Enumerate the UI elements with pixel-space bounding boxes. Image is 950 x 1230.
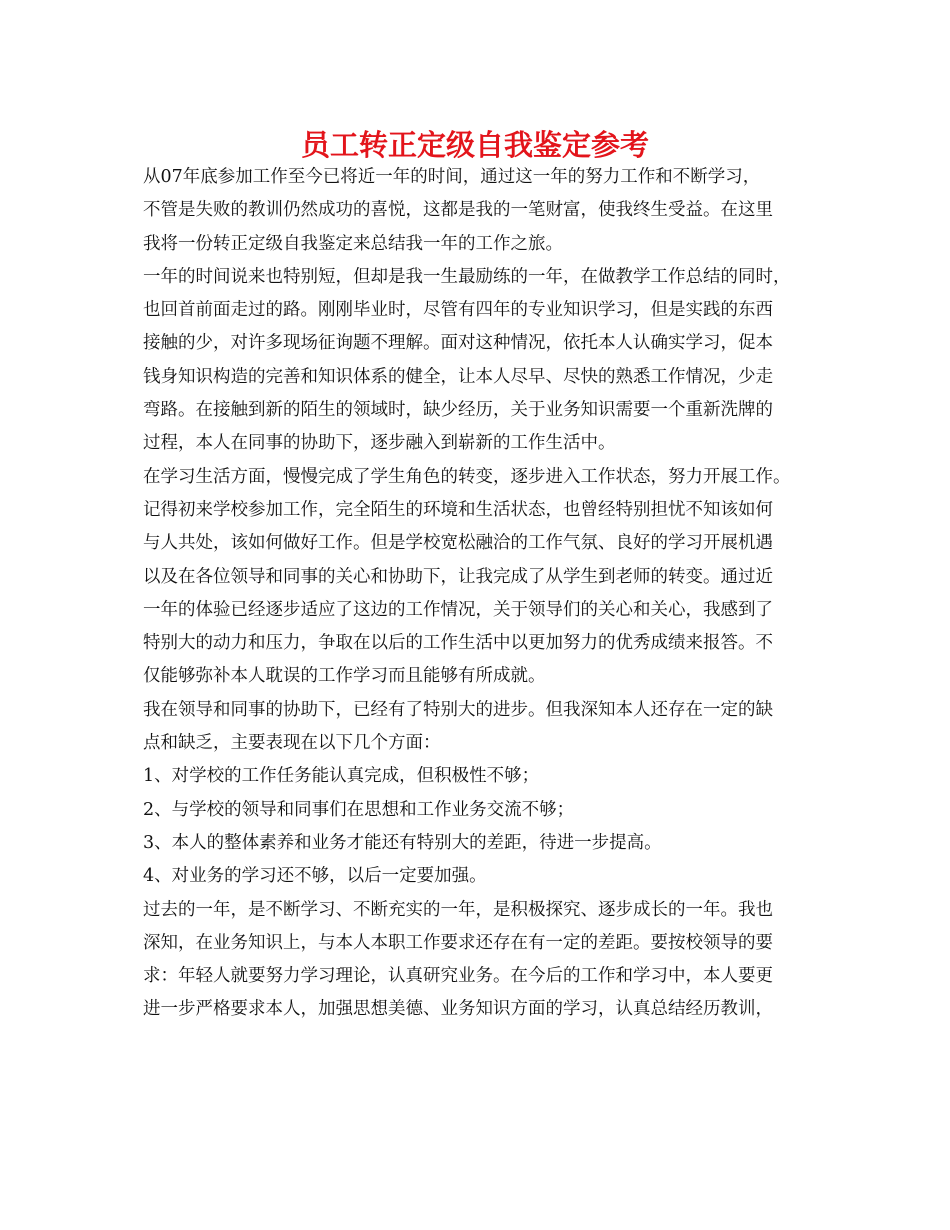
text-line: 我在领导和同事的协助下，已经有了特别大的进步。但我深知本人还存在一定的缺 xyxy=(143,699,773,720)
text-line: 以及在各位领导和同事的关心和协助下，让我完成了从学生到老师的转变。通过近 xyxy=(143,566,773,587)
document-title: 员工转正定级自我鉴定参考 xyxy=(300,128,649,162)
text-line: 我将一份转正定级自我鉴定来总结我一年的工作之旅。 xyxy=(143,233,563,254)
text-line: 一年的时间说来也特别短，但却是我一生最励练的一年，在做教学工作总结的同时， xyxy=(143,266,791,287)
text-line: 记得初来学校参加工作，完全陌生的环境和生活状态，也曾经特别担忧不知该如何 xyxy=(143,499,773,520)
text-line: 与人共处，该如何做好工作。但是学校宽松融洽的工作气氛、良好的学习开展机遇 xyxy=(143,533,773,554)
text-line: 深知，在业务知识上，与本人本职工作要求还存在有一定的差距。要按校领导的要 xyxy=(143,932,773,953)
text-line: 接触的少，对许多现场征询题不理解。面对这种情况，依托本人认确实学习，促本 xyxy=(143,333,773,354)
list-item: 3、本人的整体素养和业务才能还有特别大的差距，待进一步提高。 xyxy=(143,832,662,853)
text-line: 在学习生活方面，慢慢完成了学生角色的转变，逐步进入工作状态，努力开展工作。 xyxy=(143,466,791,487)
text-line: 一年的体验已经逐步适应了这边的工作情况，关于领导们的关心和关心，我感到了 xyxy=(143,599,773,620)
text-line: 弯路。在接触到新的陌生的领域时，缺少经历，关于业务知识需要一个重新洗牌的 xyxy=(143,400,773,421)
text-line: 进一步严格要求本人，加强思想美德、业务知识方面的学习，认真总结经历教训， xyxy=(143,999,773,1020)
text-line: 钱身知识构造的完善和知识体系的健全，让本人尽早、尽快的熟悉工作情况，少走 xyxy=(143,366,773,387)
text-line: 也回首前面走过的路。刚刚毕业时，尽管有四年的专业知识学习，但是实践的东西 xyxy=(143,300,773,321)
document-body xyxy=(143,161,827,1027)
list-item: 2、与学校的领导和同事们在思想和工作业务交流不够； xyxy=(143,799,575,820)
text-line: 过程，本人在同事的协助下，逐步融入到崭新的工作生活中。 xyxy=(143,433,616,454)
text-line: 从07年底参加工作至今已将近一年的时间，通过这一年的努力工作和不断学习， xyxy=(143,167,761,187)
text-line: 求：年轻人就要努力学习理论，认真研究业务。在今后的工作和学习中，本人要更 xyxy=(143,966,773,987)
text-line: 特别大的动力和压力，争取在以后的工作生活中以更加努力的优秀成绩来报答。不 xyxy=(143,633,773,654)
text-line: 仅能够弥补本人耽误的工作学习而且能够有所成就。 xyxy=(143,666,546,687)
list-item: 1、对学校的工作任务能认真完成，但积极性不够； xyxy=(143,766,540,787)
text-line: 点和缺乏，主要表现在以下几个方面： xyxy=(143,733,441,754)
text-line: 过去的一年，是不断学习、不断充实的一年，是积极探究、逐步成长的一年。我也 xyxy=(143,899,773,920)
text-line: 不管是失败的教训仍然成功的喜悦，这都是我的一笔财富，使我终生受益。在这里 xyxy=(143,200,773,221)
list-item: 4、对业务的学习还不够，以后一定要加强。 xyxy=(143,866,487,887)
